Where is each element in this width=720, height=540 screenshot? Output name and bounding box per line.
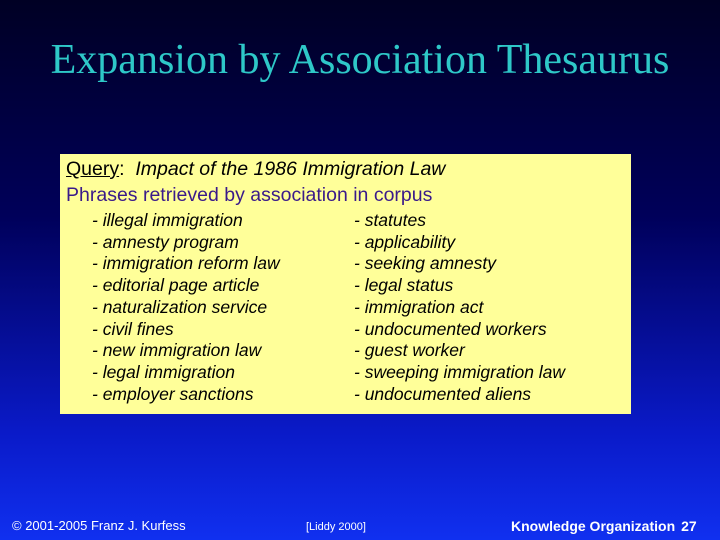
phrases-heading: Phrases retrieved by association in corpus <box>66 184 433 206</box>
list-item: - guest worker <box>354 340 465 361</box>
list-item: - sweeping immigration law <box>354 361 566 382</box>
slide-title: Expansion by Association Thesaurus <box>50 37 670 83</box>
list-item: - legal immigration <box>92 361 235 382</box>
list-item: - legal status <box>354 275 454 296</box>
query-box <box>60 154 631 414</box>
list-item: - seeking amnesty <box>354 253 497 274</box>
list-item: - undocumented aliens <box>354 383 532 404</box>
page-number: 27 <box>681 518 697 534</box>
list-item: - new immigration law <box>92 340 262 361</box>
footer-citation: [Liddy 2000] <box>306 521 366 533</box>
list-item: - immigration reform law <box>92 253 280 274</box>
list-item: - naturalization service <box>92 296 268 317</box>
list-item: - employer sanctions <box>92 383 254 404</box>
list-item: - illegal immigration <box>92 210 243 230</box>
list-item: - editorial page article <box>92 275 260 296</box>
phrase-list-left <box>92 210 280 405</box>
footer-copyright: © 2001-2005 Franz J. Kurfess <box>12 518 186 533</box>
list-item: - applicability <box>354 231 456 252</box>
query-text: Impact of the 1986 Immigration Law <box>135 158 446 180</box>
query-separator: : <box>119 158 125 180</box>
list-item: - statutes <box>354 210 426 230</box>
phrase-list-right <box>354 210 565 405</box>
list-item: - undocumented workers <box>354 318 547 339</box>
section-title: Knowledge Organization <box>511 518 676 534</box>
query-line <box>66 156 445 182</box>
list-item: - amnesty program <box>92 231 239 252</box>
query-label: Query <box>66 158 120 180</box>
list-item: - immigration act <box>354 296 484 317</box>
list-item: - civil fines <box>92 318 174 339</box>
footer-section <box>511 518 697 534</box>
